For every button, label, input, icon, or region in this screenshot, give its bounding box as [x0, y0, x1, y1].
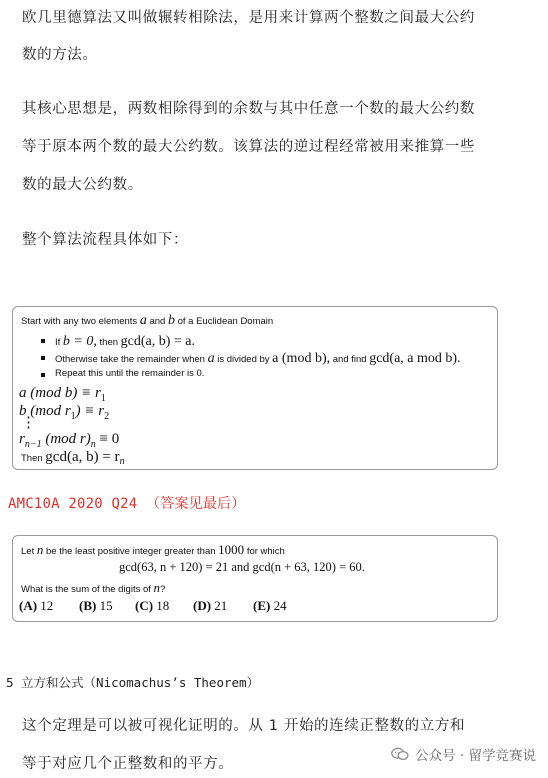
choice-a: (A) 12 [19, 598, 54, 613]
choice-c: (C) 18 [135, 598, 170, 613]
flow-intro: 整个算法流程具体如下： [22, 232, 189, 248]
bullet2-text: Otherwise take the remainder when [55, 354, 205, 365]
algorithm-header [21, 313, 273, 329]
core-line-3: 数的最大公约数。 [22, 177, 143, 193]
choice-b: (B) 15 [79, 598, 113, 613]
watermark-text: 公众号 · 留学竞赛说 [415, 748, 536, 764]
problem-statement: Let n be the least positive integer greater than 1000 for which [21, 542, 285, 557]
bullet1-if: If [55, 337, 61, 348]
bullet-3: Repeat this until the remainder is 0. [55, 368, 205, 379]
final-result: Then gcd(a, $b) = r_n$ [21, 449, 125, 467]
equation-1: a (mod $b) \equiv r_1$ [19, 385, 106, 404]
core-line-1: 其核心思想是，两数相除得到的余数与其中任意一个数的最大公约数 [22, 101, 475, 117]
choice-d: (D) 21 [193, 598, 228, 613]
header-b: b [167, 313, 175, 328]
problem-question: What is the sum of the digits of n? [21, 580, 166, 595]
then-label: Then [21, 453, 43, 464]
amc-heading: AMC10A 2020 Q24 （答案见最后） [8, 496, 246, 512]
bullet1-then: then [99, 337, 119, 348]
bullet1-cond: b = 0, [62, 334, 97, 349]
choice-e: (E) 24 [253, 598, 287, 613]
equation-2: b (mod $r_1) \equiv r_2$ [19, 403, 110, 422]
bullet2-math: a (mod b), [272, 351, 331, 366]
bullet2-find: and find [332, 354, 367, 365]
problem-equation: gcd(63, n + 120) = 21 and gcd(n + 63, 120) = 60. [119, 560, 365, 574]
vertical-dots: ⋮ [21, 415, 36, 431]
section5-line-1: 这个定理是可以被可视化证明的。从 1 开始的连续正整数的立方和 [22, 718, 466, 734]
intro-line-1: 欧几里德算法又叫做辗转相除法，是用来计算两个整数之间最大公约 [22, 10, 475, 26]
bullet1-math: gcd(a, b) = a. [120, 334, 196, 349]
header-and: and [149, 316, 166, 327]
bullet2-div: is divided by [217, 354, 270, 365]
bullet-2 [55, 351, 461, 367]
watermark [391, 744, 536, 764]
header-suffix: of a Euclidean Domain [177, 316, 274, 327]
problem-box [12, 535, 498, 622]
wechat-icon [391, 747, 409, 761]
section5-line-2: 等于对应几个正整数和的平方。 [22, 756, 234, 772]
bullet2-a: a [207, 351, 215, 366]
intro-line-2: 数的方法。 [22, 47, 98, 63]
section5-heading: 5 立方和公式（Nicomachus’s Theorem） [6, 675, 260, 690]
equation-3: $r_{n-1}$ (mod $r)_n \equiv 0$ [19, 431, 120, 450]
core-line-2: 等于原本两个数的最大公约数。该算法的逆过程经常被用来推算一些 [22, 139, 475, 155]
algorithm-box [12, 306, 498, 470]
header-prefix: Start with any two elements [21, 316, 138, 327]
bullet-1 [55, 334, 195, 350]
final-math: gcd(a, b) = r [45, 449, 120, 465]
header-a: a [139, 313, 147, 328]
bullet2-gcd: gcd(a, a mod b). [369, 351, 461, 366]
